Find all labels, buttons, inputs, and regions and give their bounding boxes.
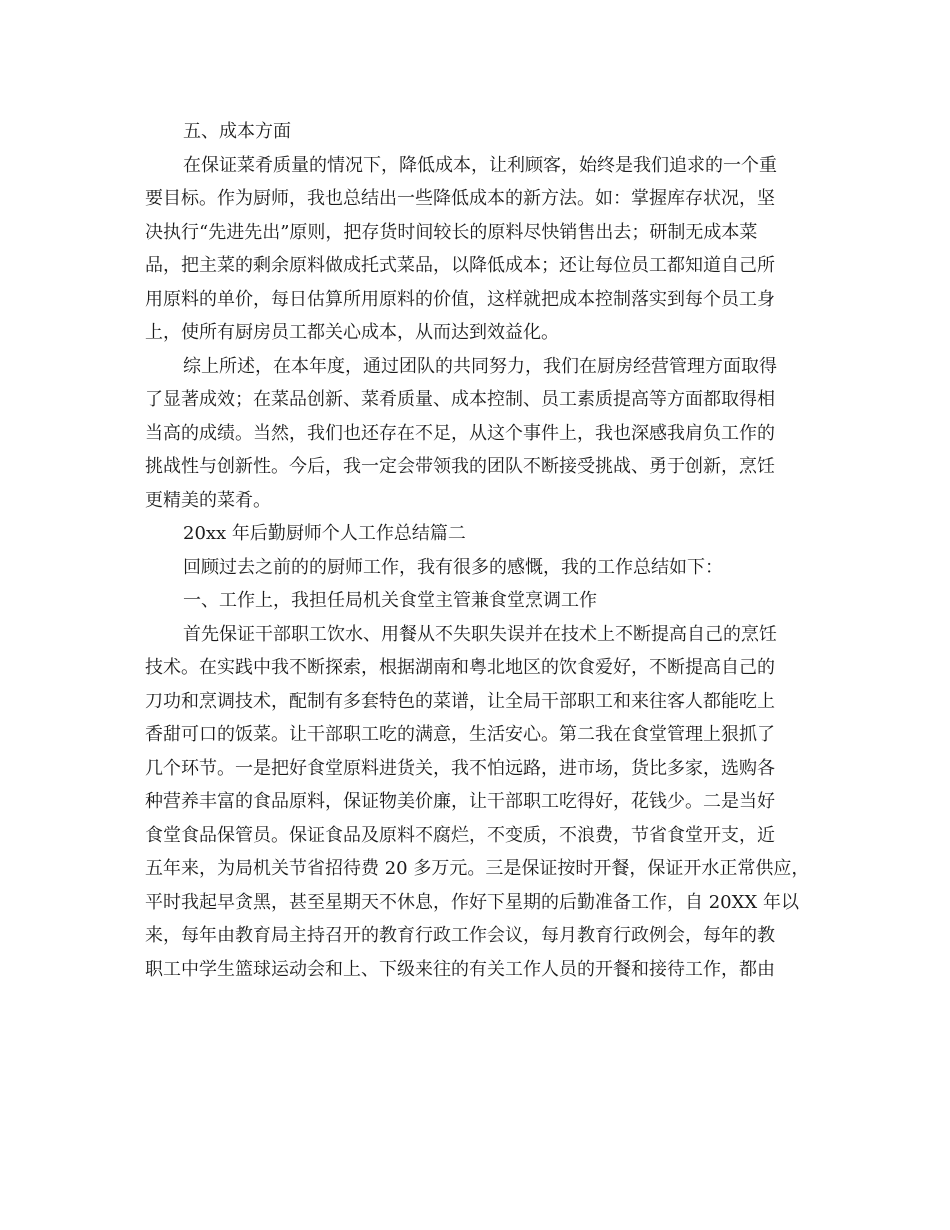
paragraph-line: 品，把主菜的剩余原料做成托式菜品，以降低成本；还让每位员工都知道自己所: [145, 255, 775, 276]
paragraph-line: 决执行“先进先出”原则，把存货时间较长的原料尽快销售出去；研制无成本菜: [145, 221, 758, 243]
paragraph-line: 挑战性与创新性。今后，我一定会带领我的团队不断接受挑战、勇于创新，烹饪: [145, 456, 775, 477]
paragraph-line: 了显著成效；在菜品创新、菜肴质量、成本控制、员工素质提高等方面都取得相: [145, 389, 775, 410]
paragraph-line: 种营养丰富的食品原料，保证物美价廉，让干部职工吃得好，花钱少。二是当好: [145, 791, 775, 812]
paragraph-first-line: 回顾过去之前的的厨师工作，我有很多的感慨，我的工作总结如下：: [183, 556, 723, 578]
paragraph-line: 上，使所有厨房员工都关心成本，从而达到效益化。: [145, 322, 559, 343]
paragraph-line: 职工中学生篮球运动会和上、下级来往的有关工作人员的开餐和接待工作，都由: [145, 958, 775, 980]
document-body: [145, 115, 810, 986]
paragraph-line: 刀功和烹调技术，配制有多套特色的菜谱，让全局干部职工和来往客人都能吃上: [145, 690, 775, 712]
paragraph-line: 要目标。作为厨师，我也总结出一些降低成本的新方法。如：掌握库存状况，坚: [145, 188, 775, 209]
paragraph-line: 技术。在实践中我不断探索，根据湖南和粤北地区的饮食爱好，不断提高自己的: [145, 657, 775, 678]
paragraph-line: 香甜可口的饭菜。让干部职工吃的满意，生活安心。第二我在食堂管理上狠抓了: [145, 724, 775, 745]
paragraph-first-line: 首先保证干部职工饮水、用餐从不失职失误并在技术上不断提高自己的烹饪: [183, 623, 777, 645]
paragraph-line: 更精美的菜肴。: [145, 489, 271, 511]
paragraph-line: 五年来，为局机关节省招待费 20 多万元。三是保证按时开餐，保证开水正常供应，: [145, 858, 810, 879]
paragraph-line: 来，每年由教育局主持召开的教育行政工作会议，每月教育行政例会，每年的教: [145, 925, 775, 946]
paragraph-line: 用原料的单价，每日估算所用原料的价值，这样就把成本控制落实到每个员工身: [145, 288, 775, 310]
paragraph-first-line: 一、工作上，我担任局机关食堂主管兼食堂烹调工作: [183, 590, 597, 611]
paragraph-line: 当高的成绩。当然，我们也还存在不足，从这个事件上，我也深感我肩负工作的: [145, 422, 775, 444]
paragraph-line: 平时我起早贪黑，甚至星期天不休息，作好下星期的后勤准备工作，自 20XX 年以: [145, 891, 799, 913]
paragraph-first-line: 五、成本方面: [183, 121, 291, 142]
paragraph-first-line: 在保证菜肴质量的情况下，降低成本，让利顾客，始终是我们追求的一个重: [183, 154, 777, 176]
paragraph-line: 食堂食品保管员。保证食品及原料不腐烂，不变质，不浪费，节省食堂开支，近: [145, 824, 775, 846]
paragraph-line: 几个环节。一是把好食堂原料进货关，我不怕远路，进市场，货比多家，选购各: [145, 757, 775, 779]
paragraph-first-line: 20xx 年后勤厨师个人工作总结篇二: [183, 523, 466, 544]
paragraph-first-line: 综上所述，在本年度，通过团队的共同努力，我们在厨房经营管理方面取得: [183, 355, 777, 377]
